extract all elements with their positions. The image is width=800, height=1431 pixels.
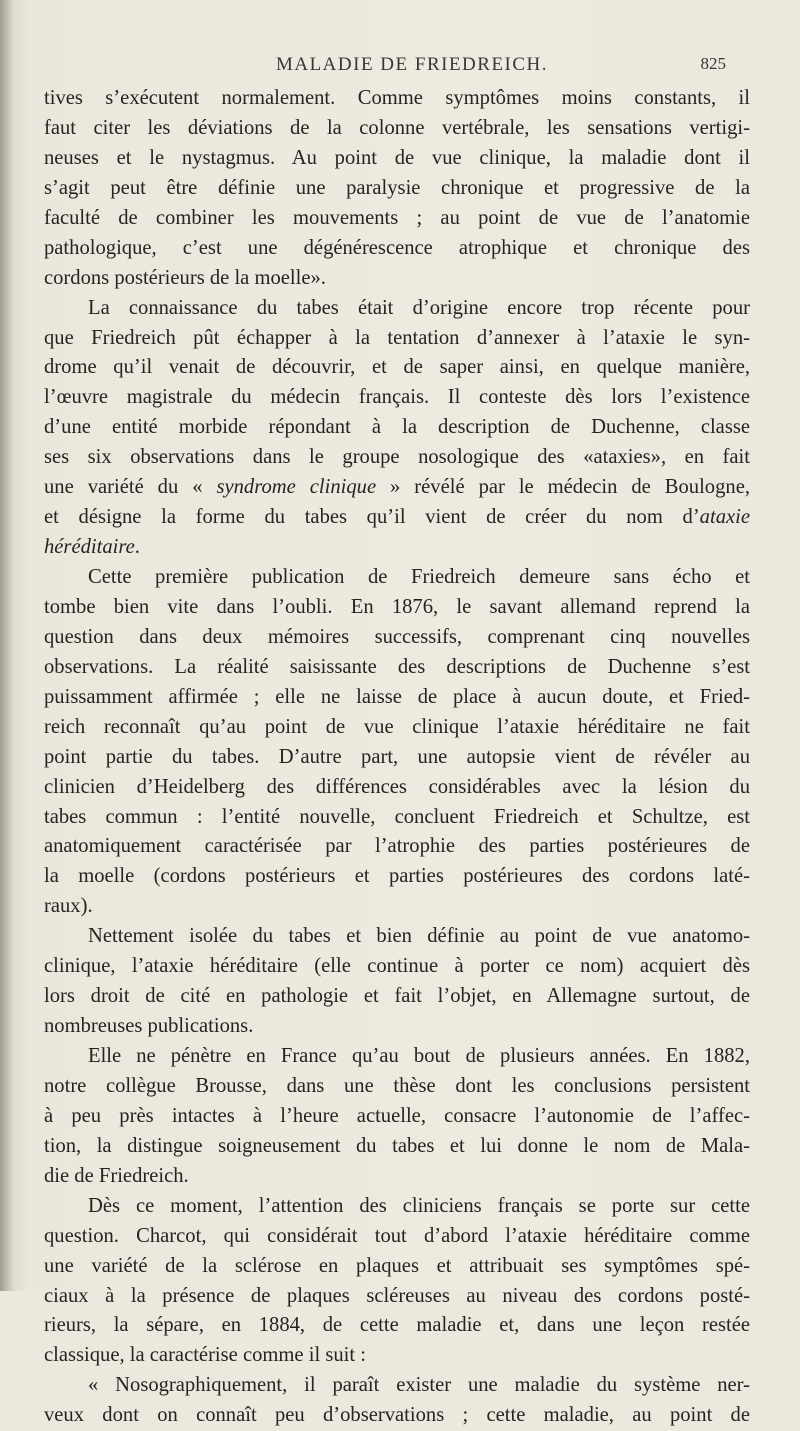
- text-line: une variété de la sclérose en plaques et attribuait ses symptômes spé-: [44, 1254, 750, 1277]
- text-line: à peu près intactes à l’heure actuelle, consacre l’autonomie de l’affec-: [44, 1104, 750, 1127]
- text-line: point partie du tabes. D’autre part, une autopsie vient de révéler au: [44, 745, 750, 768]
- text-line: lors droit de cité en pathologie et fait l’objet, en Allemagne surtout, de: [44, 985, 750, 1008]
- italic-term: ataxie: [699, 506, 750, 529]
- binding-shadow: [0, 0, 14, 1291]
- text-line: pathologique, c’est une dégénérescence atrophique et chronique des: [44, 236, 750, 259]
- text-line: tombe bien vite dans l’oubli. En 1876, le savant allemand reprend la: [44, 595, 750, 618]
- text-line: Nettement isolée du tabes et bien définie au point de vue anatomo-: [88, 925, 750, 948]
- text-line: ciaux à la présence de plaques scléreuses au niveau des cordons posté-: [44, 1284, 750, 1307]
- text-line: clinicien d’Heidelberg des différences considérables avec la lésion du: [44, 775, 750, 798]
- text-run: » révélé par le médecin de Boulogne,: [376, 476, 750, 499]
- text-line: la moelle (cordons postérieurs et parties postérieures des cordons laté-: [44, 865, 750, 888]
- text-line: [44, 533, 750, 563]
- text-run: et désigne la forme du tabes qu’il vient de créer du nom d’: [44, 506, 700, 529]
- text-line: d’une entité morbide répondant à la description de Duchenne, classe: [44, 416, 750, 439]
- text-line: veux dont on connaît peu d’observations ; cette maladie, au point de: [44, 1404, 750, 1427]
- text-line: anatomiquement caractérisée par l’atrophie des parties postérieures de: [44, 835, 750, 858]
- text-line: l’œuvre magistrale du médecin français. Il conteste dès lors l’existence: [44, 386, 750, 409]
- text-line: que Friedreich pût échapper à la tentation d’annexer à l’ataxie le syn-: [44, 326, 750, 349]
- text-line: rieurs, la sépare, en 1884, de cette maladie et, dans une leçon restée: [44, 1314, 750, 1337]
- text-line: drome qu’il venait de découvrir, et de saper ainsi, en quelque manière,: [44, 356, 750, 379]
- text-line: reich reconnaît qu’au point de vue clinique l’ataxie héréditaire ne fait: [44, 715, 750, 738]
- text-line: raux).: [44, 895, 93, 918]
- text-run: une variété du «: [44, 476, 217, 499]
- text-line: Cette première publication de Friedreich demeure sans écho et: [88, 566, 750, 588]
- italic-term: syndrome clinique: [216, 476, 377, 499]
- text-line: [44, 503, 750, 533]
- text-line: ses six observations dans le groupe nosologique des «ataxies», en fait: [44, 446, 750, 469]
- text-line: s’agit peut être définie une paralysie chronique et progressive de la: [44, 176, 750, 199]
- text-line: cordons postérieurs de la moelle».: [44, 266, 326, 289]
- text-line: notre collègue Brousse, dans une thèse dont les conclusions persistent: [44, 1074, 750, 1097]
- text-line: faculté de combiner les mouvements ; au point de vue de l’anatomie: [44, 206, 750, 229]
- page-header: [0, 54, 800, 80]
- text-line: nombreuses publications.: [44, 1015, 254, 1038]
- text-line: faut citer les déviations de la colonne vertébrale, les sensations vertigi-: [44, 116, 750, 139]
- text-run: .: [134, 536, 140, 559]
- text-line: classique, la caractérise comme il suit :: [44, 1344, 366, 1367]
- text-line: neuses et le nystagmus. Au point de vue clinique, la maladie dont il: [44, 146, 750, 169]
- italic-term: héréditaire: [44, 536, 135, 559]
- text-line: « Nosographiquement, il paraît exister une maladie du système ner-: [88, 1374, 750, 1397]
- text-line: tion, la distingue soigneusement du tabes et lui donne le nom de Mala-: [44, 1134, 750, 1157]
- text-line: [44, 473, 750, 503]
- text-line: clinique, l’ataxie héréditaire (elle continue à porter ce nom) acquiert dès: [44, 955, 750, 978]
- text-line: question dans deux mémoires successifs, comprenant cinq nouvelles: [44, 625, 750, 648]
- text-line: puissamment affirmée ; elle ne laisse de place à aucun doute, et Fried-: [44, 685, 750, 708]
- text-line: die de Friedreich.: [44, 1164, 189, 1187]
- running-head: MALADIE DE FRIEDREICH.: [275, 54, 549, 75]
- body-text: [44, 84, 750, 1431]
- text-line: tabes commun : l’entité nouvelle, concluent Friedreich et Schultze, est: [44, 805, 750, 828]
- text-line: question. Charcot, qui considérait tout d’abord l’ataxie héréditaire comme: [44, 1224, 750, 1247]
- text-line: Dès ce moment, l’attention des cliniciens français se porte sur cette: [88, 1194, 750, 1217]
- text-line: tives s’exécutent normalement. Comme symptômes moins constants, il: [44, 87, 750, 109]
- text-line: observations. La réalité saisissante des descriptions de Duchenne s’est: [44, 655, 750, 678]
- text-line: Elle ne pénètre en France qu’au bout de plusieurs années. En 1882,: [88, 1045, 750, 1067]
- page-number: 825: [700, 54, 726, 73]
- text-line: La connaissance du tabes était d’origine encore trop récente pour: [88, 296, 750, 319]
